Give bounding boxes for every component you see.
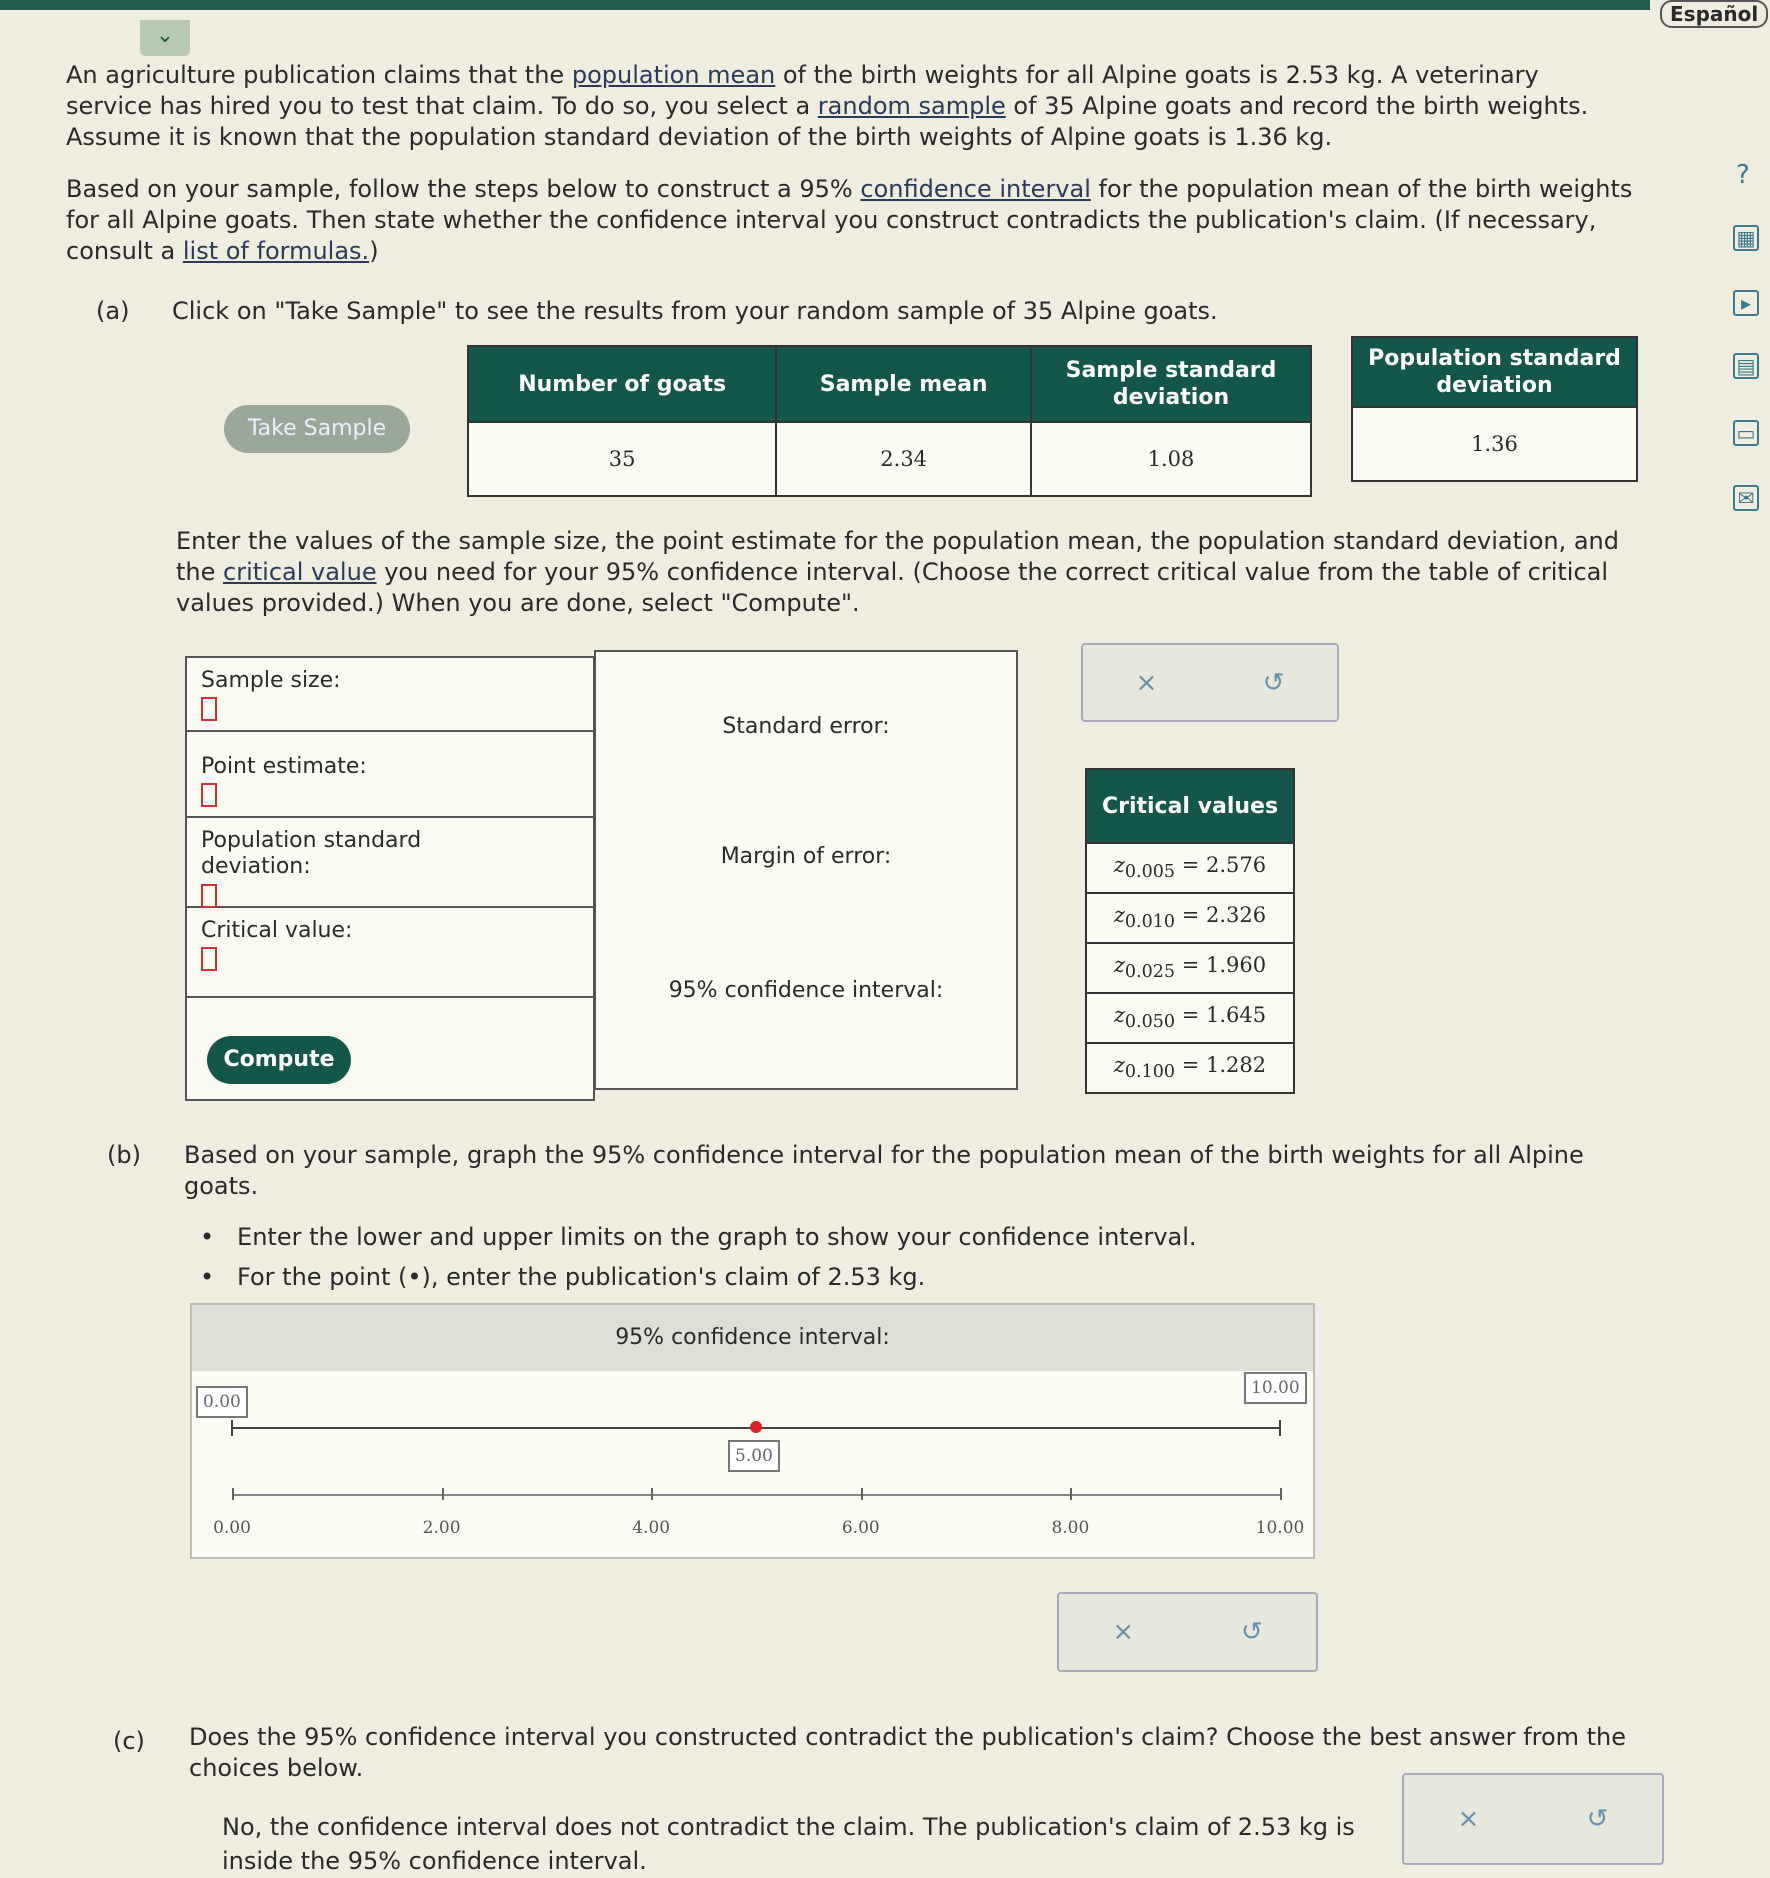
lower-bracket[interactable] [231,1420,233,1436]
text: An agriculture publication claims that the [66,61,572,89]
part-a-toolbar [1081,643,1339,722]
critical-value: 1.282 [1206,1053,1267,1078]
part-c-question: Does the 95% confidence interval you constructed contradict the publication's claim? Choose the best answer from the choices below. [189,1723,1627,1782]
part-b-instruction: Based on your sample, graph the 95% confidence interval for the population mean of the birth weights for all Alpine goats. [184,1141,1584,1200]
cell-population-sd: 1.36 [1352,407,1637,481]
results-panel [594,650,1018,1090]
critical-value-row [1086,1043,1294,1093]
critical-value-cell [1086,943,1294,993]
compute-button[interactable]: Compute [207,1036,351,1084]
part-b-toolbar [1057,1592,1318,1672]
standard-error-label: Standard error: [722,714,890,739]
critical-value-row [1086,843,1294,893]
equals: = [1181,1003,1200,1028]
random-sample-link[interactable]: random sample [817,92,1006,120]
list-of-formulas-link[interactable]: list of formulas. [182,237,370,265]
critical-value-cell [1086,843,1294,893]
critical-value-label: Critical value: [201,918,353,943]
part-b-label: (b) [107,1141,141,1169]
critical-value: 2.326 [1206,903,1267,928]
alpha-subscript: 0.010 [1124,912,1176,933]
critical-values-table [1085,768,1295,1094]
clear-button[interactable]: × [1135,667,1158,698]
upper-limit-input[interactable]: 10.00 [1244,1372,1307,1404]
text: you need for your 95% confidence interval. (Choose the correct critical value from the table of critical values provided.) When you are done, select "Compute". [176,558,1609,617]
cell-sample-mean: 2.34 [776,422,1031,496]
alpha-subscript: 0.025 [1124,962,1176,983]
part-c-toolbar [1402,1773,1664,1865]
confidence-interval-link[interactable]: confidence interval [860,175,1091,203]
z-symbol: z [1113,1003,1125,1028]
critical-value-field-row [187,908,593,998]
part-a-instruction: Click on "Take Sample" to see the results from your random sample of 35 Alpine goats. [172,297,1218,325]
axis-tick [861,1488,863,1500]
textbook-icon[interactable]: ▤ [1733,353,1759,379]
axis-tick-label: 10.00 [1255,1518,1305,1538]
top-bar [0,0,1650,10]
text: ) [369,237,379,265]
answer-option-1[interactable]: No, the confidence interval does not contradict the claim. The publication's claim of 2.53 kg is inside the 95% confidence interval. [222,1813,1355,1875]
population-sd-input[interactable] [201,884,217,908]
sample-size-field-row [187,658,593,732]
alpha-subscript: 0.005 [1124,862,1176,883]
equals: = [1181,903,1200,928]
number-line-axis [232,1494,1280,1496]
bullet-1: • Enter the lower and upper limits on the graph to show your confidence interval. [200,1223,1197,1251]
equals: = [1181,953,1200,978]
population-mean-link[interactable]: population mean [571,61,776,89]
critical-value-row [1086,993,1294,1043]
axis-tick-label: 0.00 [213,1518,251,1538]
axis-tick [1070,1488,1072,1500]
cell-number-of-goats: 35 [468,422,776,496]
intro-paragraph-2 [66,174,1666,267]
calculator-icon[interactable]: ▦ [1733,225,1759,251]
population-sd-label: Population standard deviation: [201,828,422,879]
text: Enter the lower and upper limits on the graph to show your confidence interval. [237,1223,1197,1251]
intro-paragraph-1 [66,60,1616,153]
population-sd-field-row [187,818,593,908]
sample-size-input[interactable] [201,697,217,721]
text: For the point (•), enter the publication's claim of 2.53 kg. [237,1263,926,1291]
text: of the birth weights for all Alpine goats is 2.53 kg. A veterinary service has hired you to test that claim. To do so, you select a [66,61,1539,120]
upper-bracket[interactable] [1279,1420,1281,1436]
critical-value: 1.645 [1206,1003,1267,1028]
bullet-2: • For the point (•), enter the publication's claim of 2.53 kg. [200,1263,926,1291]
part-a-label: (a) [96,297,130,325]
equals: = [1181,853,1200,878]
undo-button[interactable]: ↺ [1240,1617,1263,1647]
collapse-chevron-icon[interactable]: ⌄ [140,20,190,56]
help-icon[interactable]: ? [1736,160,1750,190]
header-population-sd: Population standard deviation [1352,337,1637,407]
critical-value-input[interactable] [201,947,217,971]
enter-values-instruction [176,526,1636,619]
alpha-subscript: 0.050 [1124,1012,1176,1033]
z-symbol: z [1113,1053,1125,1078]
axis-tick [442,1488,444,1500]
point-value-input[interactable]: 5.00 [728,1440,780,1472]
axis-tick-label: 2.00 [422,1518,461,1538]
take-sample-button[interactable]: Take Sample [224,405,410,453]
clear-button[interactable]: × [1457,1804,1480,1834]
equals: = [1181,1053,1200,1078]
axis-tick [1280,1488,1282,1500]
text: for the population mean of the birth weights for all Alpine goats. Then state whether the confidence interval you construct contradicts the publication's claim. (If necessary, consult a [66,175,1633,265]
point-estimate-input[interactable] [201,783,217,807]
z-symbol: z [1113,953,1125,978]
alpha-subscript: 0.100 [1124,1062,1176,1083]
critical-values-header: Critical values [1086,769,1294,843]
video-icon[interactable]: ▸ [1733,290,1759,316]
header-sample-sd: Sample standard deviation [1031,346,1311,422]
z-symbol: z [1113,853,1125,878]
point-estimate-label: Point estimate: [201,754,367,779]
undo-button[interactable]: ↺ [1262,667,1285,698]
population-sd-table [1351,336,1638,482]
axis-tick [651,1488,653,1500]
point-estimate-field-row [187,744,593,818]
sample-size-label: Sample size: [201,668,341,693]
z-symbol: z [1113,903,1125,928]
graph-title: 95% confidence interval: [192,1305,1313,1371]
text: of 35 Alpine goats and record the birth weights. Assume it is known that the population standard deviation of the birth weights of Alpine goats is 1.36 kg. [66,92,1589,151]
critical-value-row [1086,893,1294,943]
text: Enter the values of the sample size, the point estimate for the population mean, the population standard deviation, and the [176,527,1619,586]
critical-value-link[interactable]: critical value [223,558,377,586]
claim-point[interactable] [750,1421,762,1433]
text: Based on your sample, follow the steps below to construct a 95% [66,175,861,203]
part-c-label: (c) [113,1727,145,1755]
resources-icon[interactable]: ▭ [1733,420,1759,446]
lower-limit-input[interactable]: 0.00 [196,1386,248,1418]
header-number-of-goats: Number of goats [468,346,776,422]
critical-value-cell [1086,1043,1294,1093]
axis-tick-label: 6.00 [841,1518,880,1538]
critical-value: 1.960 [1206,953,1267,978]
critical-value: 2.576 [1206,853,1267,878]
language-button[interactable]: Español [1660,0,1768,28]
axis-tick [232,1488,234,1500]
input-panel [185,656,595,1101]
message-icon[interactable]: ✉ [1733,485,1759,511]
critical-value-cell [1086,893,1294,943]
cell-sample-sd: 1.08 [1031,422,1311,496]
axis-tick-label: 4.00 [632,1518,671,1538]
axis-tick-label: 8.00 [1051,1518,1090,1538]
critical-value-cell [1086,993,1294,1043]
clear-button[interactable]: × [1112,1617,1135,1647]
critical-value-row [1086,943,1294,993]
sample-results-table [467,345,1312,497]
confidence-interval-label: 95% confidence interval: [668,978,944,1003]
header-sample-mean: Sample mean [776,346,1031,422]
undo-button[interactable]: ↺ [1586,1804,1609,1834]
margin-of-error-label: Margin of error: [720,844,892,869]
